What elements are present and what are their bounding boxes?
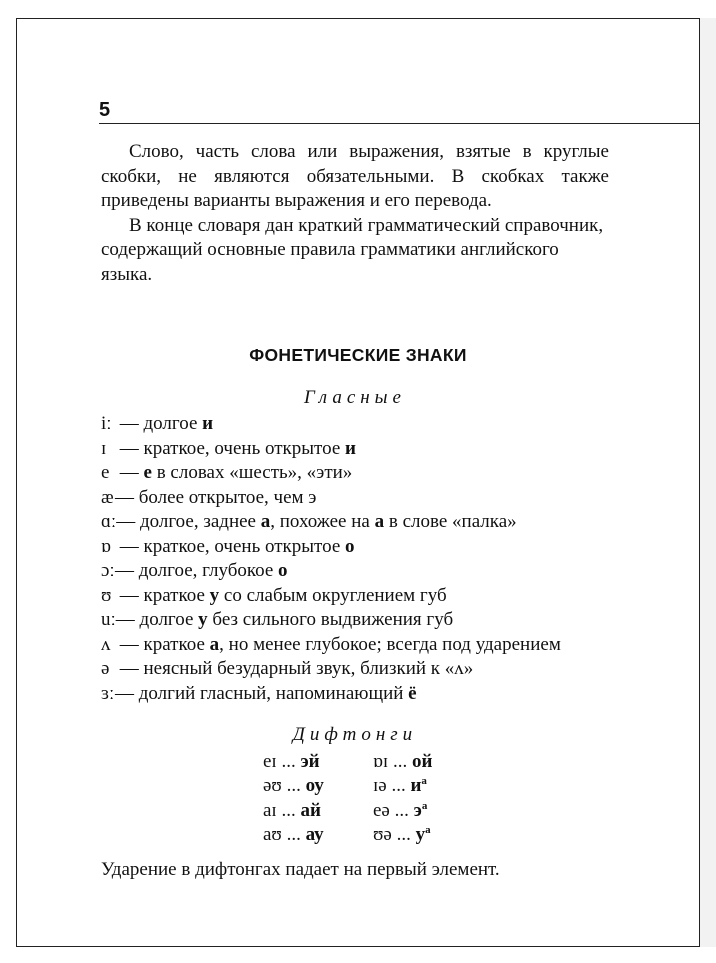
diphthong-cell: aɪ ... ай — [263, 799, 321, 821]
vowel-bold-letter: у — [209, 584, 220, 606]
vowel-item — [101, 412, 609, 437]
vowel-bold-letter: о — [345, 535, 355, 557]
vowel-description: — более открытое, чем э — [115, 486, 317, 508]
vowel-item — [101, 437, 609, 462]
ipa-symbol: iː — [101, 413, 112, 434]
vowel-description-tail: со слабым округлением губ — [219, 584, 447, 606]
diphthong-cell: əʊ ... оу — [263, 775, 324, 796]
vowel-item — [101, 584, 609, 609]
diphthong-cell: ɪə ... $и^а$ — [373, 775, 427, 796]
vowel-item — [101, 657, 609, 682]
page-edge-shadow — [700, 18, 716, 947]
vowel-bold-letter: о — [278, 560, 288, 581]
ipa-symbol: ʊ — [101, 584, 112, 606]
vowel-item — [101, 682, 609, 707]
vowel-item — [101, 461, 609, 486]
diphthong-cell: eə ... $э^а$ — [373, 799, 428, 821]
ipa-symbol: ɑː — [101, 511, 117, 532]
vowel-description-tail: , но менее глубокое; всегда под ударением — [219, 633, 561, 655]
vowel-item — [101, 535, 609, 560]
ipa-symbol: ʌ — [101, 633, 111, 655]
ipa-symbol: ɒ — [101, 535, 111, 557]
table-row — [263, 799, 463, 824]
diphthong-cell: ɒɪ ... ой — [373, 750, 433, 772]
ipa-symbol: ɔː — [101, 560, 115, 581]
diphthong-cell: aʊ ... ау — [263, 824, 324, 845]
intro-paragraph-1: Слово, часть слова или выражения, взятые в круглые скобки, не являются обязательными. В скобках также приведены варианты выражения и его перевода. — [101, 141, 609, 211]
vowel-description: — долгий гласный, напоминающий — [115, 682, 409, 704]
vowel-description-tail: в словах «шесть», «эти» — [151, 462, 353, 483]
diphthong-table — [263, 750, 463, 848]
vowel-bold-letter: а — [374, 511, 385, 532]
diphthong-stress-note: Ударение в дифтонгах падает на первый элемент. — [101, 858, 500, 880]
vowel-bold-letter: е — [143, 462, 152, 483]
intro-paragraph-2: В конце словаря дан краткий грамматический справочник, содержащий основные правила грамматики английского языка. — [101, 214, 604, 285]
section-title: ФОНЕТИЧЕСКИЕ ЗНАКИ — [249, 345, 467, 365]
vowel-description: — краткое — [115, 633, 210, 655]
table-row — [263, 750, 463, 775]
table-row — [263, 823, 463, 848]
ipa-symbol: ə — [101, 658, 110, 679]
ipa-symbol: æ — [101, 486, 114, 508]
vowel-description: — долгое, глубокое — [115, 560, 279, 581]
vowel-item — [101, 510, 609, 535]
ipa-symbol: uː — [101, 609, 116, 630]
vowel-bold-letter: и — [345, 437, 356, 459]
vowel-description-tail: в слове «палка» — [384, 511, 517, 532]
vowel-item — [101, 608, 609, 633]
diphthongs-heading: Дифтонги — [292, 724, 418, 745]
vowel-description-tail: без сильного выдвижения губ — [207, 609, 454, 630]
ipa-symbol: ɜː — [101, 682, 115, 704]
vowel-bold-letter: а — [260, 511, 271, 532]
vowel-bold-letter: ё — [408, 682, 417, 704]
vowel-description: — долгое — [115, 609, 199, 630]
vowel-description: — долгое — [115, 413, 203, 434]
vowel-description: — неясный безударный звук, близкий к «ʌ» — [115, 658, 474, 679]
vowel-bold-letter: а — [209, 633, 220, 655]
vowel-item — [101, 633, 609, 658]
page-number: 5 — [99, 99, 111, 121]
vowel-description: — краткое, очень открытое — [115, 535, 346, 557]
vowel-bold-letter: у — [198, 609, 208, 630]
vowel-description-tail: , похожее на — [270, 511, 375, 532]
vowel-list — [101, 412, 609, 706]
diphthong-cell: eɪ ... эй — [263, 750, 320, 772]
vowel-description: — краткое, очень открытое — [115, 437, 346, 459]
vowel-bold-letter: и — [202, 413, 214, 434]
ipa-symbol: ɪ — [101, 437, 107, 459]
ipa-symbol: e — [101, 462, 110, 483]
vowel-item — [101, 559, 609, 584]
vowel-item — [101, 486, 609, 511]
vowel-description: — долгое, заднее — [116, 511, 261, 532]
vowel-description: — — [115, 462, 144, 483]
header-rule — [99, 123, 700, 124]
vowels-heading: Гласные — [304, 386, 406, 408]
table-row — [263, 774, 463, 799]
vowel-description: — краткое — [115, 584, 210, 606]
page-content — [101, 140, 609, 882]
diphthong-cell: ʊə ... $у^а$ — [373, 824, 431, 845]
